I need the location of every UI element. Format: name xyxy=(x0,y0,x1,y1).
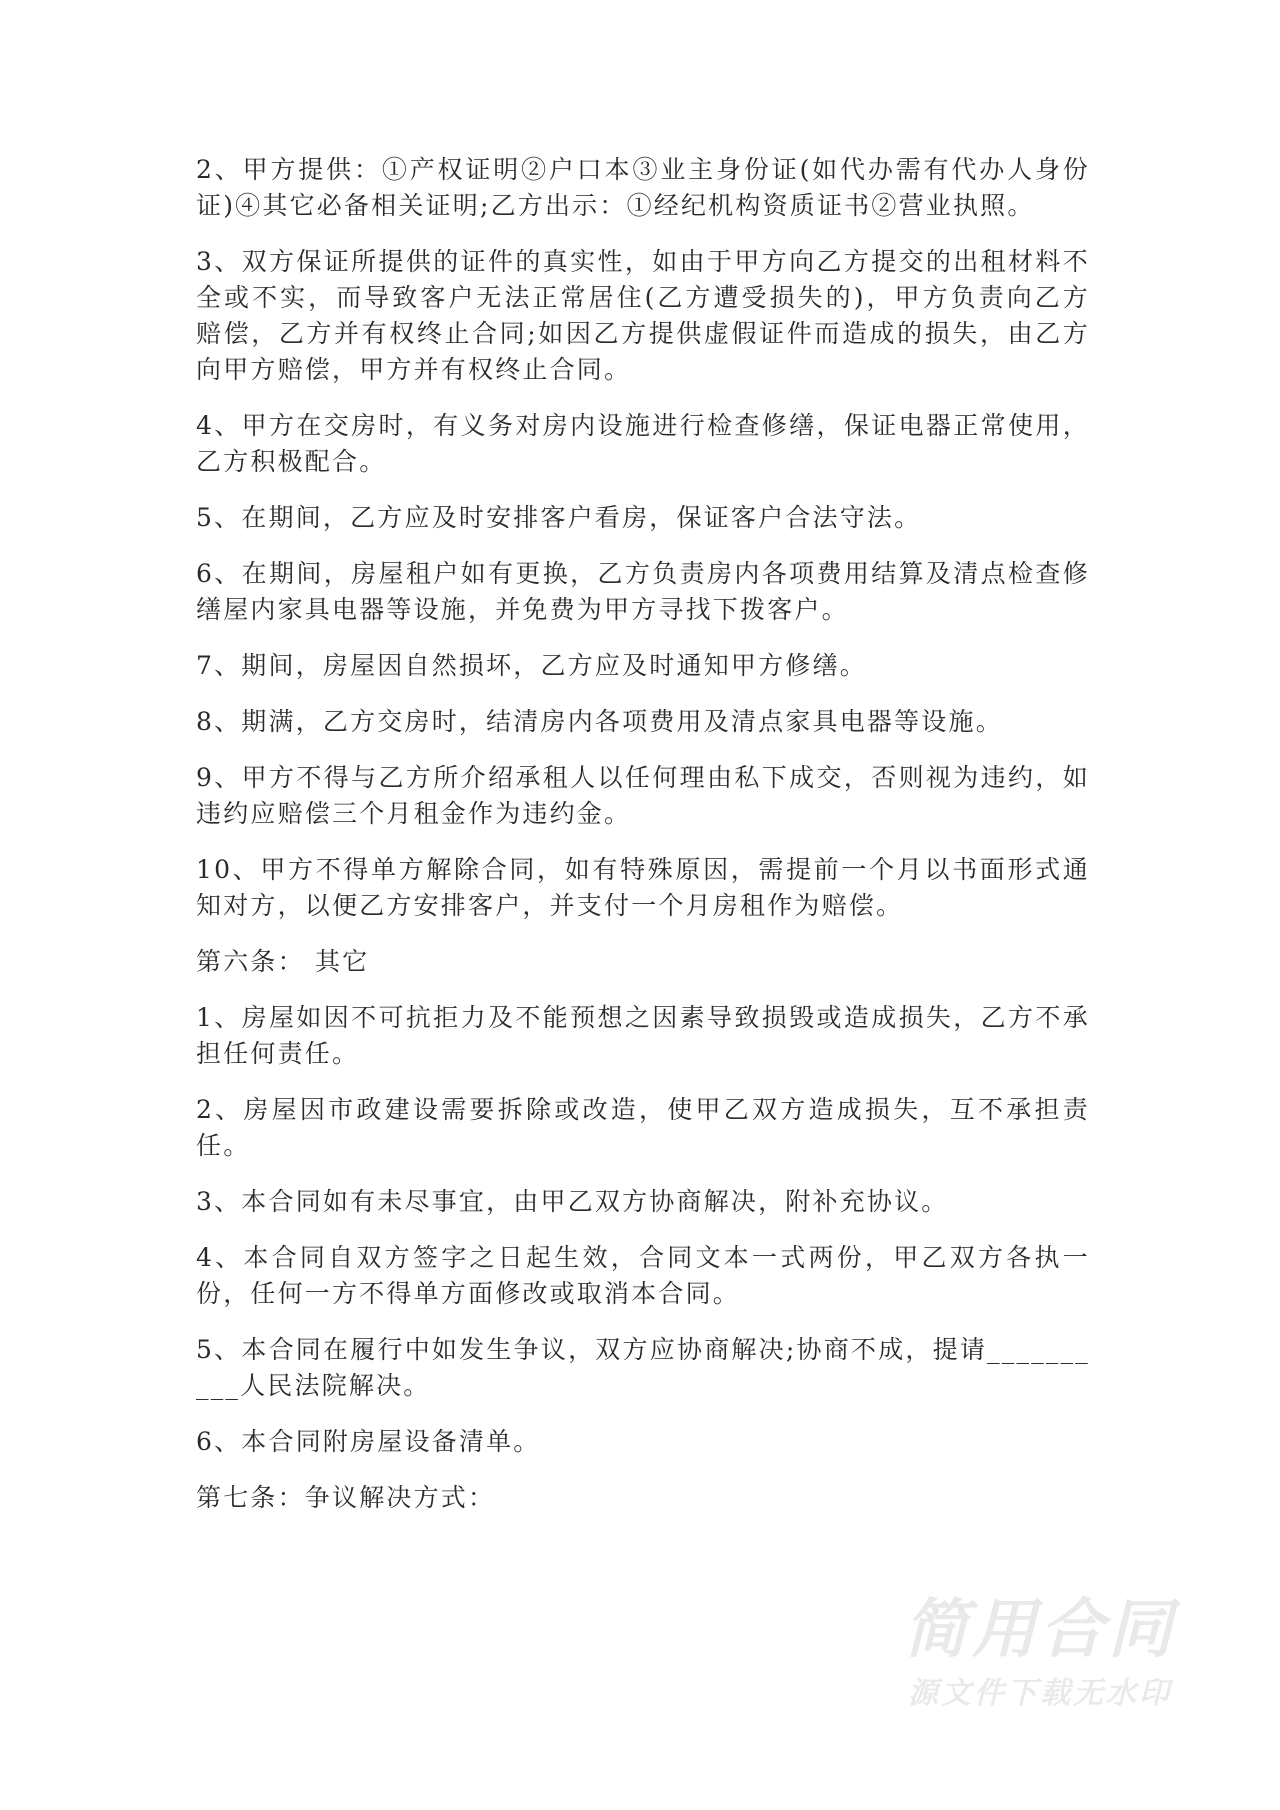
clause-6-tenant-change: 6、在期间，房屋租户如有更换，乙方负责房内各项费用结算及清点检查修缮屋内家具电器等设施，并免费为甲方寻找下拨客户。 xyxy=(196,559,1090,624)
clause-4-handover-inspection: 4、甲方在交房时，有义务对房内设施进行检查修缮，保证电器正常使用，乙方积极配合。 xyxy=(196,411,1090,476)
watermark-title: 简用合同 xyxy=(904,1593,1176,1667)
clause-2-documents: 2、甲方提供：①产权证明②户口本③业主身份证(如代办需有代办人身份证)④其它必备相关证明;乙方出示：①经纪机构资质证书②营业执照。 xyxy=(196,155,1090,220)
watermark xyxy=(880,1590,1200,1716)
clause-9-private-deal: 9、甲方不得与乙方所介绍承租人以任何理由私下成交，否则视为违约，如违约应赔偿三个月租金作为违约金。 xyxy=(196,763,1090,828)
article-6-clause-6: 6、本合同附房屋设备清单。 xyxy=(196,1427,541,1456)
clause-7-repairs: 7、期间，房屋因自然损坏，乙方应及时通知甲方修缮。 xyxy=(196,651,867,680)
article-6-clause-1: 1、房屋如因不可抗拒力及不能预想之因素导致损毁或造成损失，乙方不承担任何责任。 xyxy=(196,1003,1090,1068)
clause-5-viewing: 5、在期间，乙方应及时安排客户看房，保证客户合法守法。 xyxy=(196,503,922,532)
document-page xyxy=(196,152,1090,1536)
article-6-clause-2: 2、房屋因市政建设需要拆除或改造，使甲乙双方造成损失，互不承担责任。 xyxy=(196,1095,1090,1160)
section-heading-article-7: 第七条：争议解决方式： xyxy=(196,1483,496,1512)
article-6-clause-5: 5、本合同在履行中如发生争议，双方应协商解决;协商不成，提请__________人民法院解决。 xyxy=(196,1335,1090,1400)
section-heading-article-6: 第六条： 其它 xyxy=(196,947,370,976)
clause-8-expiry: 8、期满，乙方交房时，结清房内各项费用及清点家具电器等设施。 xyxy=(196,707,1003,736)
clause-3-authenticity: 3、双方保证所提供的证件的真实性，如由于甲方向乙方提交的出租材料不全或不实，而导致客户无法正常居住(乙方遭受损失的)，甲方负责向乙方赔偿，乙方并有权终止合同;如因乙方提供虚假证件而造成的损失，由乙方向甲方赔偿，甲方并有权终止合同。 xyxy=(196,247,1090,384)
watermark-subtitle: 源文件下载无水印 xyxy=(908,1676,1172,1711)
article-6-clause-3: 3、本合同如有未尽事宜，由甲乙双方协商解决，附补充协议。 xyxy=(196,1187,949,1216)
article-6-clause-4: 4、本合同自双方签字之日起生效，合同文本一式两份，甲乙双方各执一份，任何一方不得单方面修改或取消本合同。 xyxy=(196,1243,1090,1308)
clause-10-termination: 10、甲方不得单方解除合同，如有特殊原因，需提前一个月以书面形式通知对方，以便乙方安排客户，并支付一个月房租作为赔偿。 xyxy=(196,855,1090,920)
